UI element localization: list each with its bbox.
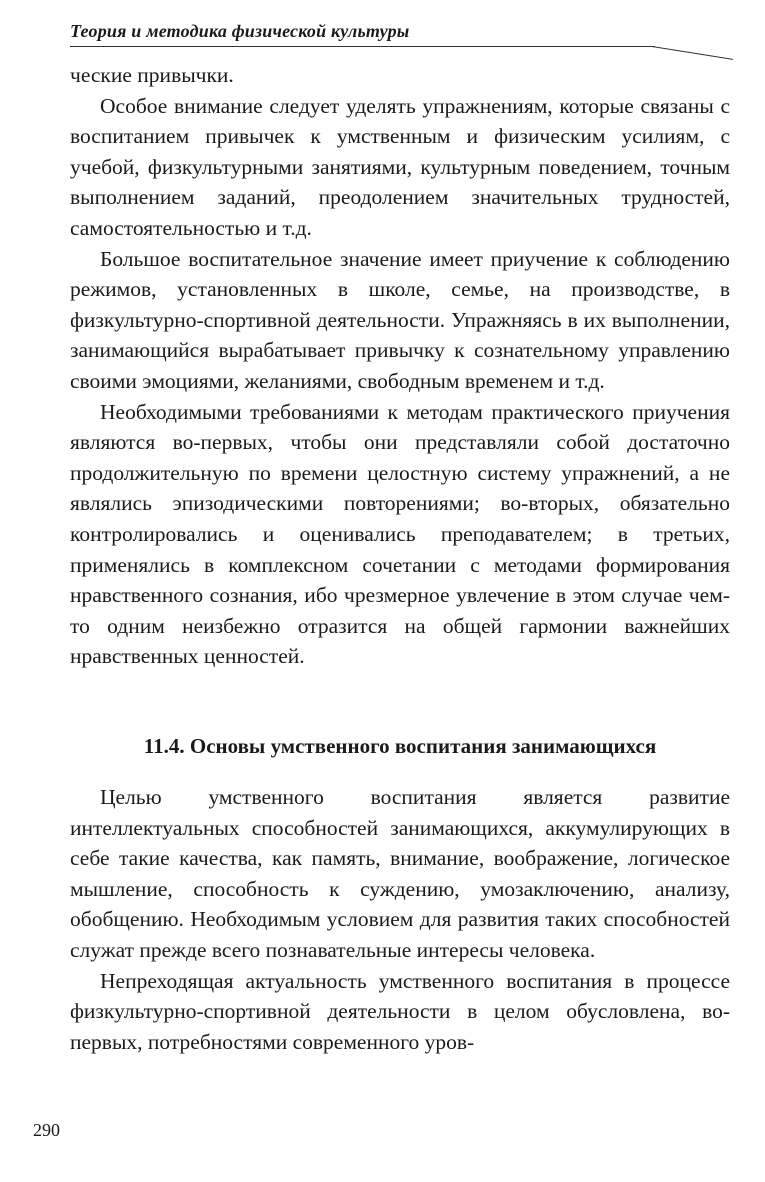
paragraph-continuation: ческие привычки. — [70, 63, 234, 87]
paragraph-exercises: Особое внимание следует уделять упражнениям, которые связаны с воспитанием привычек к умственным и физическим усилиям, с учебой, физкультурными занятиями, культурным поведением, точным выполнением заданий, преодолением значительных трудностей, самостоятельностью и т.д. — [70, 93, 730, 240]
paragraph-requirements: Необходимыми требованиями к методам практического приучения являются во-первых, чтобы они представляли собой достаточно продолжительную по времени целостную систему упражнений, а не являлись эпизодическими повторениями; во-вторых, обязательно контролировались и оценивались преподавателем; в третьих, применялись в комплексном сочетании с методами формирования нравственного сознания, ибо чрезмерное увлечение в этом случае чем-то одним неизбежно отразится на общей гармонии важнейших нравственных ценностей. — [70, 399, 730, 669]
paragraph-goal: Целью умственного воспитания является развитие интеллектуальных способностей занимающихся, аккумулирующих в себе такие качества, как память, внимание, воображение, логическое мышление, способность к суждению, умозаключению, анализу, обобщению. Необходимым условием для развития таких способностей служат прежде всего познавательные интересы человека. — [70, 785, 730, 962]
running-title: Теория и методика физической культуры — [70, 21, 410, 41]
header-rule — [70, 46, 655, 47]
paragraph-regimes: Большое воспитательное значение имеет приучение к соблюдению режимов, установленных в школе, семье, на производстве, в физкультурно-спортивной деятельности. Упражняясь в их выполнении, занимающийся вырабатывает привычку к сознательному управлению своими эмоциями, желаниями, свободным временем и т.д. — [70, 246, 730, 393]
paragraph-relevance: Непреходящая актуальность умственного воспитания в процессе физкультурно-спортивной деятельности в целом обусловлена, во-первых, потребностями современного уров- — [70, 968, 730, 1054]
text-block-after-section — [70, 782, 730, 1057]
text-block-before-section — [70, 60, 730, 672]
header-rule-tail — [652, 46, 733, 60]
section-heading: 11.4. Основы умственного воспитания занимающихся — [143, 734, 657, 758]
page-number: 290 — [33, 1120, 60, 1140]
